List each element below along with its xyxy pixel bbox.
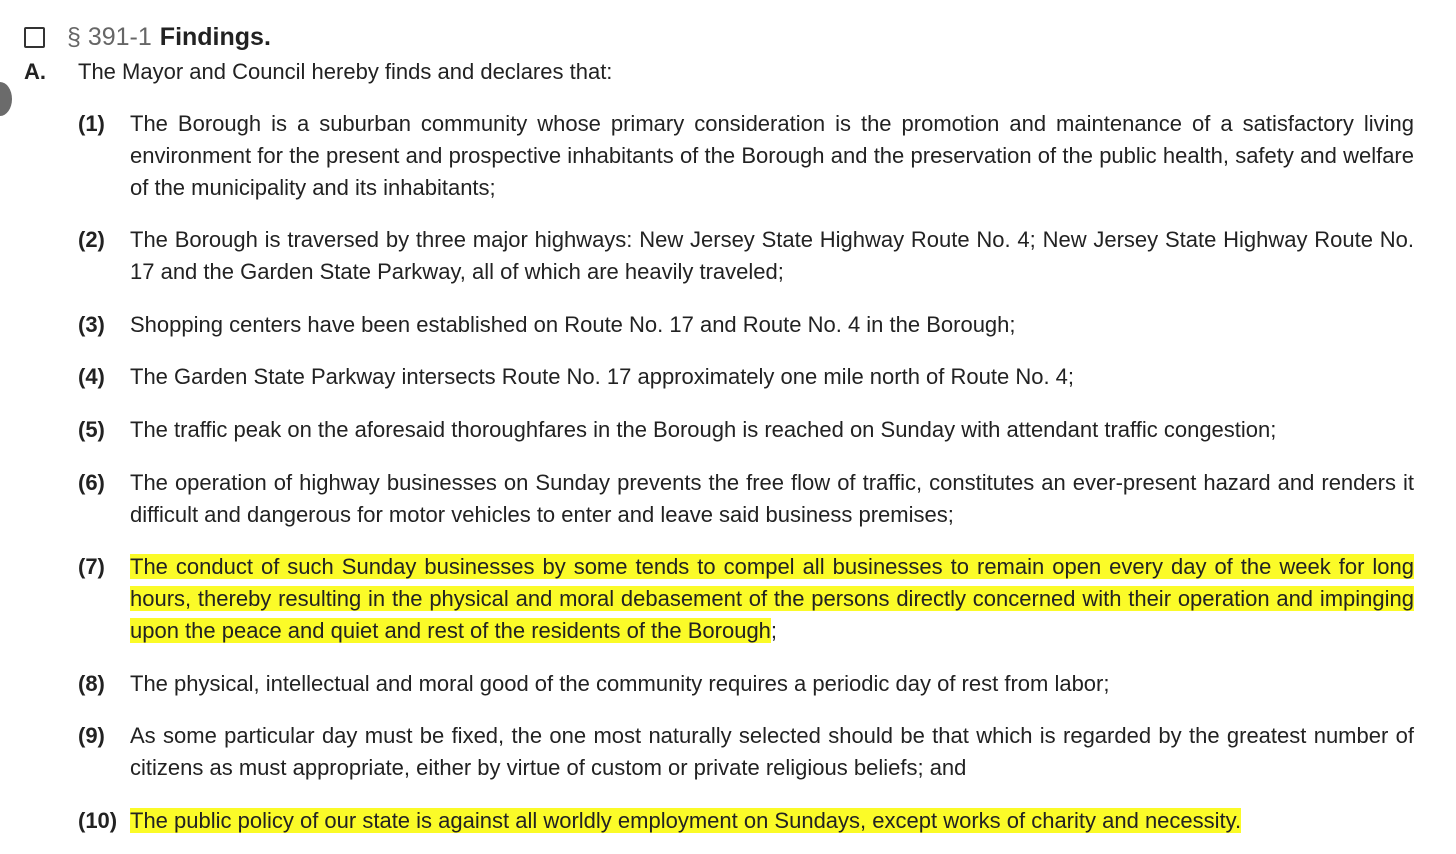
finding-item-3 [78,309,1414,341]
section-number: § 391-1 [67,22,152,51]
subsection-a [24,56,612,88]
item-number: (10) [78,808,118,833]
highlighted-text: The conduct of such Sunday businesses by some tends to compel all businesses to remain open every day of the week for long hours, thereby resulting in the physical and moral debasement of the persons directly concerned with their operation and impinging upon the peace and quiet and rest of the residents of the Borough [130,554,1414,643]
section-header [24,22,271,52]
item-text: The physical, intellectual and moral good of the community requires a periodic day of rest from labor; [130,671,1110,696]
subsection-label: A. [24,59,46,84]
item-text: The traffic peak on the aforesaid thoroughfares in the Borough is reached on Sunday with attendant traffic congestion; [130,417,1277,442]
section-checkbox[interactable] [24,27,45,48]
item-number: (2) [78,227,105,252]
finding-item-6 [78,467,1414,531]
item-text: The Borough is a suburban community whose primary consideration is the promotion and maintenance of a satisfactory living environment for the present and prospective inhabitants of the Borough and the preservation of the public health, safety and welfare of the municipality and its inhabitants; [130,111,1414,200]
finding-item-1 [78,108,1414,204]
item-number: (1) [78,111,105,136]
item-number: (3) [78,312,105,337]
item-number: (7) [78,554,105,579]
item-text: The Garden State Parkway intersects Route No. 17 approximately one mile north of Route No. 4; [130,364,1075,389]
finding-item-10 [78,805,1414,837]
item-text: Shopping centers have been established on Route No. 17 and Route No. 4 in the Borough; [130,312,1016,337]
finding-item-9 [78,720,1414,784]
item-text [130,551,1414,647]
finding-item-4 [78,361,1414,393]
item-number: (5) [78,417,105,442]
finding-item-2 [78,224,1414,288]
side-scroll-handle[interactable] [0,82,12,116]
highlighted-text: The public policy of our state is against all worldly employment on Sundays, except works of charity and necessity. [130,808,1242,833]
item-text: As some particular day must be fixed, the one most naturally selected should be that which is regarded by the greatest number of citizens as must appropriate, either by virtue of custom or private religious beliefs; and [130,723,1414,780]
section-title: Findings. [159,22,271,51]
item-text [130,805,1414,837]
finding-item-5 [78,414,1414,446]
item-number: (6) [78,470,105,495]
finding-item-7 [78,551,1414,647]
item-number: (4) [78,364,105,389]
item-text: The Borough is traversed by three major highways: New Jersey State Highway Route No. 4; New Jersey State Highway Route No. 17 and the Garden State Parkway, all of which are heavily traveled; [130,227,1414,284]
trailing-text: ; [770,618,778,643]
item-number: (8) [78,671,105,696]
item-text: The operation of highway businesses on Sunday prevents the free flow of traffic, constitutes an ever-present hazard and renders it difficult and dangerous for motor vehicles to enter and leave said business premises; [130,470,1414,527]
finding-item-8 [78,668,1414,700]
subsection-text: The Mayor and Council hereby finds and declares that: [78,59,613,84]
item-number: (9) [78,723,105,748]
